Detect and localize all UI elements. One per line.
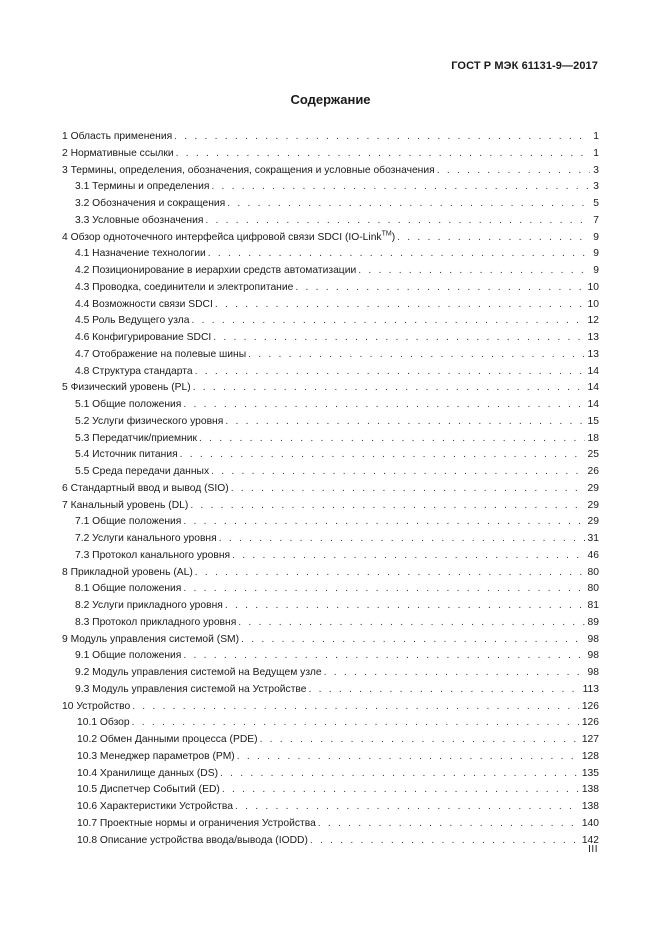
dot-leader: [174, 129, 590, 146]
toc-entry-label: [62, 129, 174, 146]
toc-entry-page: 80: [587, 583, 599, 595]
toc-entry-page: 113: [582, 683, 599, 695]
toc-entry-label: [75, 313, 192, 330]
toc-entry[interactable]: [62, 230, 599, 247]
toc-entry-label: [77, 732, 260, 749]
toc-entry-label: [62, 565, 195, 582]
toc-entry-page: 46: [587, 549, 599, 561]
toc-entry[interactable]: [62, 397, 599, 414]
toc-entry-title: 3 Термины, определения, обозначения, сокращения и условные обозначения: [62, 164, 435, 176]
toc-entry-page: 29: [587, 482, 599, 494]
toc-entry-title: 7.3 Протокол канального уровня: [75, 549, 231, 561]
toc-entry[interactable]: [62, 280, 599, 297]
toc-entry-title: 9 Модуль управления системой (SM): [62, 633, 240, 645]
toc-entry[interactable]: [62, 665, 599, 682]
toc-entry[interactable]: [62, 833, 599, 850]
toc-entry[interactable]: [62, 648, 599, 665]
toc-entry[interactable]: [62, 615, 599, 632]
toc-entry-label: [75, 648, 183, 665]
toc-entry-title: 3.1 Термины и определения: [75, 181, 210, 193]
toc-entry-page: 1: [593, 147, 599, 159]
toc-entry-page: 31: [587, 533, 599, 544]
dot-leader: [213, 330, 584, 347]
toc-entry-page: 14: [587, 365, 599, 377]
toc-entry-label: [77, 749, 237, 766]
dot-leader: [132, 715, 579, 732]
dot-leader: [235, 799, 579, 816]
dot-leader: [324, 665, 585, 682]
toc-entry-page: 89: [587, 616, 599, 628]
dot-leader: [220, 766, 579, 783]
toc-entry-label: [75, 280, 295, 297]
toc-entry-title: 7.1 Общие положения: [75, 516, 182, 528]
toc-entry-title: 3.2 Обозначения и сокращения: [75, 198, 226, 209]
toc-entry-page: 3: [593, 164, 599, 176]
dot-leader: [211, 179, 590, 196]
toc-entry[interactable]: [62, 464, 599, 481]
toc-entry-label: [75, 682, 309, 699]
toc-entry-title: 9.1 Общие положения: [75, 650, 182, 662]
toc-entry-label: [75, 414, 225, 431]
toc-entry-page: 9: [593, 231, 599, 243]
toc-entry-label: [75, 196, 227, 213]
dot-leader: [192, 313, 585, 330]
dot-leader: [222, 782, 579, 799]
toc-entry-page: 80: [587, 566, 599, 578]
dot-leader: [225, 598, 585, 615]
toc-entry[interactable]: [62, 632, 599, 649]
toc-entry-page: 18: [587, 432, 599, 444]
toc-entry-page: 13: [587, 332, 599, 343]
page-title: Содержание: [290, 92, 371, 107]
toc-entry-page: 14: [587, 399, 599, 410]
toc-entry-title: 4.7 Отображение на полевые шины: [75, 348, 247, 360]
dot-leader: [238, 615, 584, 632]
toc-entry-page: 5: [593, 198, 599, 209]
toc-entry-page: 135: [581, 767, 599, 779]
toc-entry[interactable]: [62, 263, 599, 280]
dot-leader: [309, 682, 580, 699]
dot-leader: [231, 481, 585, 498]
toc-entry-page: 13: [587, 348, 599, 360]
toc-entry-title: 6 Стандартный ввод и вывод (SIO): [62, 482, 229, 494]
toc-entry-title: 4.3 Проводка, соединители и электропитание: [75, 281, 294, 293]
toc-entry-label: [75, 665, 324, 682]
toc-entry[interactable]: [62, 749, 599, 766]
toc-entry[interactable]: [62, 816, 599, 833]
toc-entry[interactable]: [62, 531, 599, 548]
dot-leader: [310, 833, 579, 850]
dot-leader: [208, 246, 590, 263]
dot-leader: [190, 498, 584, 515]
toc-entry-label: [75, 263, 358, 280]
toc-entry[interactable]: [62, 782, 599, 799]
dot-leader: [437, 163, 591, 180]
toc-entry-title: 4.2 Позиционирование в иерархии средств автоматизации: [75, 265, 357, 276]
dot-leader: [199, 431, 584, 448]
dot-leader: [183, 397, 584, 414]
toc-entry-label: [75, 297, 215, 314]
toc-entry-title: 10.5 Диспетчер Событий (ED): [77, 784, 220, 796]
dot-leader: [318, 816, 579, 833]
dot-leader: [358, 263, 590, 280]
toc-entry-title: 10.7 Проектные нормы и ограничения Устройства: [77, 817, 316, 829]
toc-entry-title: 10.2 Обмен Данными процесса (PDE): [77, 734, 258, 745]
toc-entry[interactable]: [62, 715, 599, 732]
toc-entry-page: 138: [581, 784, 599, 796]
toc-entry-label: [77, 782, 222, 799]
table-of-contents: [62, 129, 599, 849]
dot-leader: [211, 464, 584, 481]
toc-entry-label: [62, 146, 176, 163]
toc-entry[interactable]: [62, 380, 599, 397]
toc-entry[interactable]: [62, 732, 599, 749]
dot-leader: [237, 749, 579, 766]
toc-entry[interactable]: [62, 799, 599, 816]
toc-entry-label: [62, 632, 241, 649]
page-number: III: [588, 844, 598, 855]
toc-entry-page: 7: [593, 214, 599, 226]
toc-entry-title: 9.3 Модуль управления системой на Устройстве: [75, 683, 307, 695]
toc-entry[interactable]: [62, 431, 599, 448]
toc-entry-label: [75, 213, 205, 230]
toc-entry[interactable]: [62, 297, 599, 314]
standard-designation: ГОСТ Р МЭК 61131-9—2017: [451, 60, 598, 72]
toc-entry-page: 25: [587, 449, 599, 461]
toc-entry-label: [62, 380, 193, 397]
dot-leader: [193, 380, 585, 397]
toc-entry[interactable]: [62, 163, 599, 180]
toc-entry-page: 12: [587, 315, 599, 327]
toc-entry[interactable]: [62, 565, 599, 582]
toc-entry[interactable]: [62, 146, 599, 163]
toc-entry[interactable]: [62, 129, 599, 146]
toc-entry-page: 98: [587, 650, 599, 662]
toc-entry-label: [75, 246, 208, 263]
toc-entry-title: 4.4 Возможности связи SDCI: [75, 298, 213, 310]
toc-entry-title: 4.6 Конфигурирование SDCI: [75, 332, 212, 343]
toc-entry-label: [75, 531, 219, 548]
toc-entry[interactable]: [62, 699, 599, 716]
toc-entry[interactable]: [62, 581, 599, 598]
dot-leader: [183, 514, 584, 531]
toc-entry-title: 2 Нормативные ссылки: [62, 147, 174, 159]
toc-entry-page: 128: [581, 750, 599, 762]
toc-entry-title: 10.1 Обзор: [77, 717, 130, 729]
toc-entry-label: [77, 816, 318, 833]
toc-entry-page: 140: [581, 817, 599, 829]
toc-entry-page: 3: [593, 181, 599, 193]
toc-entry-label: [77, 766, 220, 783]
toc-entry-label: [62, 230, 397, 247]
toc-entry-page: 81: [587, 600, 599, 611]
dot-leader: [132, 699, 579, 716]
toc-entry-page: 142: [581, 834, 599, 846]
toc-entry-title: 3.3 Условные обозначения: [75, 214, 204, 226]
toc-entry-title: 7.2 Услуги канального уровня: [75, 533, 217, 544]
toc-entry[interactable]: [62, 364, 599, 381]
toc-entry-page: 98: [587, 667, 599, 678]
toc-entry-label: [62, 498, 190, 515]
toc-entry[interactable]: [62, 498, 599, 515]
toc-entry-title: 5.1 Общие положения: [75, 399, 182, 410]
toc-entry-page: 14: [587, 382, 599, 394]
toc-entry-page: 15: [587, 415, 599, 427]
toc-entry-title: 8 Прикладной уровень (AL): [62, 566, 193, 578]
dot-leader: [232, 548, 584, 565]
toc-entry-label: [75, 397, 183, 414]
toc-entry-page: 127: [581, 734, 599, 745]
toc-entry[interactable]: [62, 682, 599, 699]
toc-entry-title: 1 Область применения: [62, 131, 173, 142]
toc-entry-page: 126: [581, 717, 599, 729]
dot-leader: [260, 732, 579, 749]
dot-leader: [215, 297, 585, 314]
toc-entry[interactable]: [62, 481, 599, 498]
dot-leader: [241, 632, 584, 649]
dot-leader: [183, 648, 584, 665]
dot-leader: [195, 364, 585, 381]
toc-entry-label: [77, 799, 235, 816]
toc-entry-page: 9: [593, 265, 599, 276]
toc-entry-label: [75, 431, 199, 448]
toc-entry-label: [75, 514, 183, 531]
toc-entry[interactable]: [62, 196, 599, 213]
toc-entry[interactable]: [62, 213, 599, 230]
toc-entry-title: 9.2 Модуль управления системой на Ведущем узле: [75, 667, 322, 678]
toc-entry[interactable]: [62, 548, 599, 565]
toc-entry[interactable]: [62, 766, 599, 783]
toc-entry-label: [62, 699, 132, 716]
toc-entry-title: 10.8 Описание устройства ввода/вывода (IODD): [77, 834, 308, 846]
toc-entry-title: 8.3 Протокол прикладного уровня: [75, 616, 237, 628]
toc-entry-page: 26: [587, 466, 599, 477]
toc-entry-label: [62, 163, 437, 180]
toc-entry-title: 7 Канальный уровень (DL): [62, 499, 189, 511]
toc-entry-label: [75, 581, 183, 598]
toc-entry-title: 10 Устройство: [62, 700, 131, 712]
toc-entry[interactable]: [62, 514, 599, 531]
toc-entry-title: 5.5 Среда передачи данных: [75, 466, 210, 477]
toc-entry-label: [75, 464, 211, 481]
toc-entry-page: 10: [587, 281, 599, 293]
toc-entry-label: [75, 598, 225, 615]
toc-entry[interactable]: [62, 347, 599, 364]
toc-entry-label: [75, 330, 213, 347]
toc-entry-label: [62, 481, 231, 498]
toc-entry-label: [75, 179, 211, 196]
toc-entry-label: [75, 364, 195, 381]
toc-entry-title: 10.4 Хранилище данных (DS): [77, 767, 219, 779]
toc-entry-title: 5.4 Источник питания: [75, 449, 178, 461]
toc-entry-label: [75, 615, 238, 632]
toc-entry[interactable]: [62, 598, 599, 615]
toc-entry-title: 4.1 Назначение технологии: [75, 248, 206, 260]
toc-entry-page: 98: [587, 633, 599, 645]
toc-entry-title: 4 Обзор одноточечного интерфейса цифровой связи SDCI (IO-Link: [62, 231, 382, 243]
toc-entry-label: [75, 347, 248, 364]
dot-leader: [205, 213, 590, 230]
toc-entry-page: 138: [581, 801, 599, 812]
dot-leader: [195, 565, 585, 582]
toc-entry-page: 29: [587, 499, 599, 511]
dot-leader: [183, 581, 584, 598]
toc-entry[interactable]: [62, 447, 599, 464]
toc-entry-page: 126: [581, 700, 599, 712]
toc-entry-title: 5.2 Услуги физического уровня: [75, 415, 224, 427]
dot-leader: [176, 146, 591, 163]
toc-entry[interactable]: [62, 179, 599, 196]
dot-leader: [397, 230, 590, 247]
toc-entry[interactable]: [62, 313, 599, 330]
toc-entry-title: 8.2 Услуги прикладного уровня: [75, 600, 223, 611]
toc-entry-label: [77, 833, 310, 850]
toc-entry-page: 9: [593, 248, 599, 260]
trademark-superscript: TM: [381, 230, 392, 238]
toc-entry-label: [77, 715, 132, 732]
toc-entry-title: 5 Физический уровень (PL): [62, 382, 191, 394]
dot-leader: [225, 414, 584, 431]
dot-leader: [180, 447, 585, 464]
toc-entry-title: 10.6 Характеристики Устройства: [77, 801, 233, 812]
toc-entry[interactable]: [62, 330, 599, 347]
toc-entry-title: 4.8 Структура стандарта: [75, 365, 193, 377]
toc-entry-label: [75, 447, 180, 464]
dot-leader: [248, 347, 584, 364]
dot-leader: [227, 196, 590, 213]
toc-entry-page: 10: [587, 298, 599, 310]
toc-entry-title: 4.5 Роль Ведущего узла: [75, 315, 190, 327]
toc-entry-title-suffix: ): [391, 231, 396, 243]
toc-entry-page: 29: [587, 516, 599, 528]
toc-entry-title: 5.3 Передатчик/приемник: [75, 432, 198, 444]
dot-leader: [295, 280, 584, 297]
dot-leader: [219, 531, 585, 548]
toc-entry-page: 1: [593, 131, 599, 142]
toc-entry-title: 10.3 Менеджер параметров (PM): [77, 750, 235, 762]
toc-entry[interactable]: [62, 414, 599, 431]
toc-entry-label: [75, 548, 232, 565]
toc-entry[interactable]: [62, 246, 599, 263]
toc-entry-title: 8.1 Общие положения: [75, 583, 182, 595]
